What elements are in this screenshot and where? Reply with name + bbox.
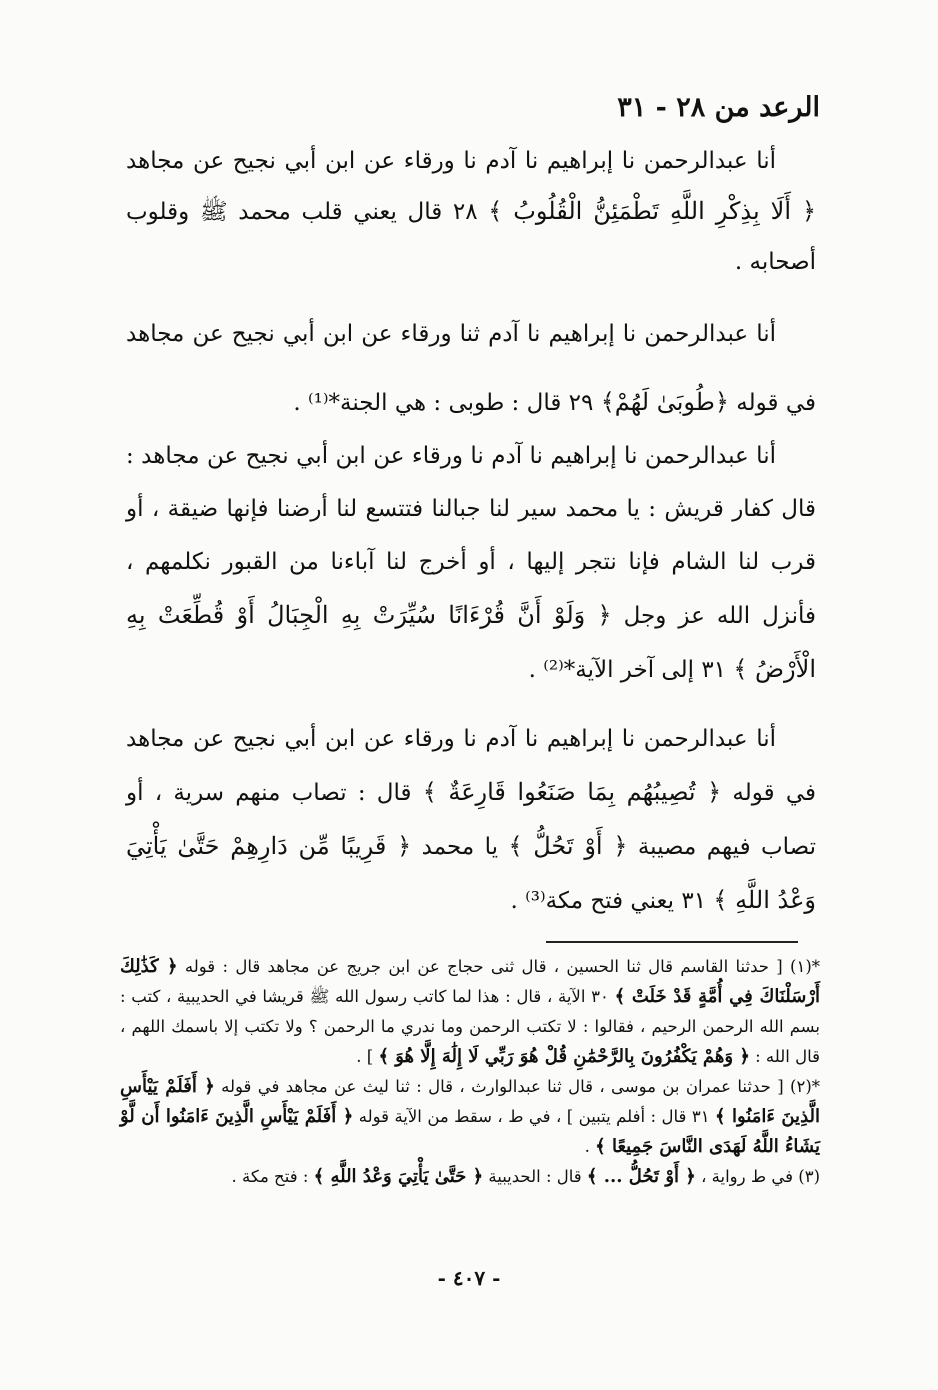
- quran-verse: ﴿ أَفَلَمْ يَيْأَسِ الَّذِينَ ءَامَنُوا أَن لَّوْ يَشَاءُ اللَّهُ لَهَدَى النَّاسَ جَمِيعًا ﴾: [120, 1106, 820, 1157]
- quran-verse: ﴿ أَوْ تَحُلُّ ... ﴾: [586, 1166, 696, 1187]
- paragraph-text: ٣١ إلى آخر الآية*⁽²⁾ .: [528, 657, 727, 683]
- footnote-text: ٣٠ الآية ، قال : هذا لما كاتب رسول الله ﷺ قريشا في الحديبية ، كتب : بسم الله الرحمن الرحيم ، فقالوا : لا تكتب الرحمن وما ندري ما الرحمن ؟ ولا تكتب إلا باسمك اللهم ، قال الله :: [120, 987, 820, 1066]
- footnote-text: .: [584, 1137, 590, 1156]
- paragraph-1: [126, 136, 816, 287]
- footnote-2: [120, 1072, 820, 1162]
- paragraph-text: يا محمد: [421, 834, 498, 860]
- page-header: الرعد من ٢٨ - ٣١: [617, 92, 820, 123]
- paragraph-4: [126, 713, 816, 928]
- footnote-1: [120, 952, 820, 1072]
- footnote-divider: [546, 941, 798, 943]
- paragraph-3: [126, 430, 816, 697]
- footnote-text: ٣١ قال : أفلم يتبين ] ، في ط ، سقط من الآية قوله: [358, 1107, 710, 1126]
- footnote-text: (٣) في ط رواية ،: [701, 1167, 820, 1186]
- paragraph-text: ٣١ يعني فتح مكة⁽³⁾ .: [510, 888, 707, 914]
- quran-verse: ﴿ حَتَّىٰ يَأْتِيَ وَعْدُ اللَّهِ ﴾: [313, 1166, 484, 1187]
- footnote-text: *(٢) [ حدثنا عمران بن موسى ، قال ثنا عبدالوارث ، قال : ثنا ليث عن مجاهد في قوله: [221, 1077, 820, 1096]
- quran-verse: ﴿ أَوْ تَحُلُّ ﴾: [508, 832, 628, 860]
- page-number: - ٤٠٧ -: [437, 1266, 501, 1290]
- paragraph-text: أنا عبدالرحمن نا إبراهيم نا آدم ثنا ورقاء عن ابن أبي نجيح عن مجاهد في قوله: [126, 321, 816, 416]
- quran-verse: ﴿ أَفَلَمْ يَيْأَسِ الَّذِينَ ءَامَنُوا ﴾: [120, 1076, 821, 1127]
- footnote-text: ] .: [356, 1047, 374, 1066]
- footnote-text: : فتح مكة .: [231, 1167, 309, 1186]
- paragraph-text: أنا عبدالرحمن نا إبراهيم نا آدم نا ورقاء عن ابن أبي نجيح عن مجاهد: [126, 148, 776, 174]
- quran-verse: ﴿ وَلَوْ أَنَّ قُرْءَانًا سُيِّرَتْ بِهِ الْجِبَالُ أَوْ قُطِّعَتْ بِهِ الْأَرْضُ ﴾: [126, 601, 816, 683]
- paragraph-text: أنا عبدالرحمن نا إبراهيم نا آدم نا ورقاء عن ابن أبي نجيح عن مجاهد : قال كفار قريش : يا محمد سير لنا جبالنا فتتسع لنا أرضنا فإنها ضيقة ، أو قرب لنا الشام فإنا نتجر إليها ، أو أخرج لنا آباءنا من القبور نكلمهم ، فأنزل الله عز وجل: [126, 443, 816, 629]
- paragraph-text: أنا عبدالرحمن نا إبراهيم نا آدم نا ورقاء عن ابن أبي نجيح عن مجاهد في قوله: [126, 726, 817, 806]
- quran-verse: ﴿ كَذَٰلِكَ أَرْسَلْنَاكَ فِي أُمَّةٍ قَدْ خَلَتْ ﴾: [120, 956, 820, 1007]
- paragraph-2: [126, 300, 816, 437]
- paragraph-text: ٢٨ قال يعني قلب محمد ﷺ وقلوب أصحابه .: [126, 199, 816, 275]
- footnote-text: قال : الحديبية: [488, 1167, 582, 1186]
- quran-verse: ﴿طُوبَىٰ لَهُمْ﴾: [600, 388, 729, 416]
- footnote-3: [120, 1162, 820, 1192]
- quran-verse: ﴿ أَلَا بِذِكْرِ اللَّهِ تَطْمَئِنُّ الْقُلُوبُ ﴾: [488, 197, 817, 225]
- quran-verse: ﴿ تُصِيبُهُم بِمَا صَنَعُوا قَارِعَةٌ ﴾: [422, 778, 722, 806]
- quran-verse: ﴿ قَرِيبًا مِّن دَارِهِمْ حَتَّىٰ يَأْتِيَ وَعْدُ اللَّهِ ﴾: [126, 832, 816, 914]
- footnotes: [120, 952, 820, 1192]
- footnote-text: *(١) [ حدثنا القاسم قال ثنا الحسين ، قال ثنى حجاج عن ابن جريج عن مجاهد قال : قوله: [184, 957, 820, 976]
- quran-verse: ﴿ وَهُمْ يَكْفُرُونَ بِالرَّحْمَٰنِ قُلْ هُوَ رَبِّي لَا إِلَٰهَ إِلَّا هُوَ ﴾: [378, 1046, 750, 1067]
- paragraph-text: قال : تصاب منهم سرية ، أو تصاب فيهم مصيبة: [126, 780, 817, 860]
- paragraph-text: ٢٩ قال : طوبى : هي الجنة*⁽¹⁾ .: [293, 390, 594, 416]
